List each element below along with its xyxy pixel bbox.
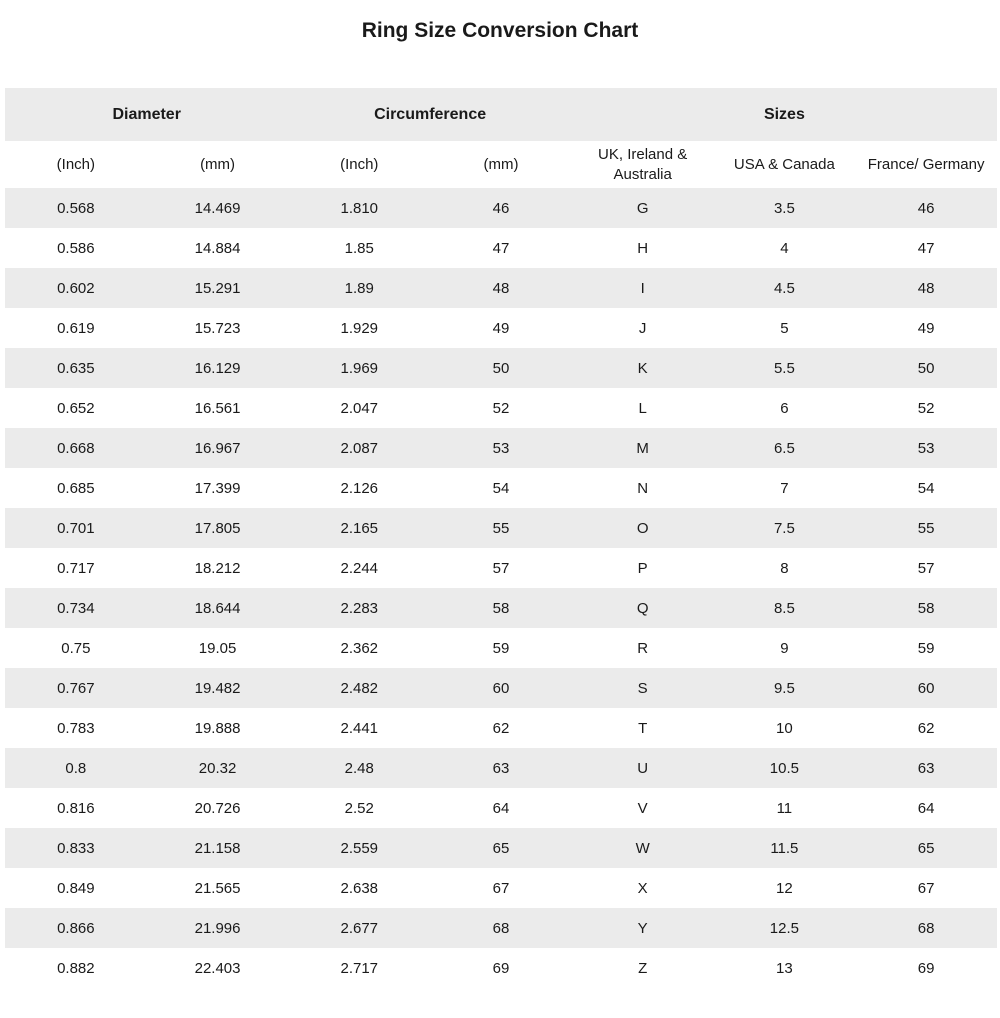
table-row	[5, 668, 997, 708]
table-cell: 13	[776, 959, 793, 977]
column-header-5	[714, 141, 856, 188]
table-cell: 0.8	[65, 759, 87, 777]
table-body	[5, 188, 997, 988]
table-cell: 68	[492, 919, 510, 937]
table-cell: 0.668	[57, 439, 95, 457]
table-cell: 0.882	[57, 959, 95, 977]
table-cell: 20.726	[194, 799, 241, 817]
table-cell: 0.75	[61, 639, 91, 657]
table-cell: 0.685	[57, 479, 95, 497]
table-cell: 55	[917, 519, 935, 537]
table-cell: U	[637, 759, 649, 777]
table-cell: 47	[492, 239, 510, 257]
table-row	[5, 228, 997, 268]
table-cell: S	[637, 679, 648, 697]
table-cell: 0.652	[57, 399, 95, 417]
column-header-2	[288, 141, 430, 188]
table-cell: 48	[492, 279, 510, 297]
table-cell: H	[637, 239, 649, 257]
column-header-6	[855, 141, 997, 188]
table-cell: 3.5	[773, 199, 795, 217]
table-cell: J	[638, 319, 647, 337]
table-row	[5, 828, 997, 868]
table-cell: 0.816	[57, 799, 95, 817]
table-cell: W	[635, 839, 650, 857]
table-row	[5, 788, 997, 828]
table-cell: 2.717	[340, 959, 379, 977]
table-cell: 65	[492, 839, 510, 857]
column-header-label: USA & Canada	[733, 155, 835, 173]
table-cell: O	[636, 519, 649, 537]
table-row	[5, 948, 997, 988]
table-cell: 1.810	[340, 199, 379, 217]
table-cell: 0.701	[57, 519, 95, 537]
table-cell: 21.565	[194, 879, 241, 897]
table-cell: 19.05	[198, 639, 237, 657]
table-row	[5, 548, 997, 588]
table-cell: 19.482	[194, 679, 241, 697]
table-cell: M	[636, 439, 649, 457]
table-row	[5, 388, 997, 428]
table-cell: 21.158	[194, 839, 241, 857]
table-cell: 2.283	[340, 599, 379, 617]
table-cell: 60	[492, 679, 510, 697]
table-row	[5, 428, 997, 468]
table-cell: 57	[492, 559, 510, 577]
table-cell: 1.89	[344, 279, 374, 297]
table-cell: 58	[492, 599, 510, 617]
column-header-label: (Inch)	[56, 155, 96, 173]
table-cell: 60	[917, 679, 935, 697]
column-header-label: UK, Ireland & Australia	[598, 146, 688, 183]
table-cell: 57	[917, 559, 935, 577]
table-cell: 69	[492, 959, 510, 977]
table-cell: N	[637, 479, 649, 497]
table-cell: 2.047	[340, 399, 379, 417]
table-cell: Z	[638, 959, 648, 977]
table-cell: 11.5	[770, 839, 799, 857]
table-cell: 67	[492, 879, 510, 897]
table-cell: 20.32	[198, 759, 237, 777]
table-cell: 0.586	[57, 239, 95, 257]
table-cell: K	[637, 359, 648, 377]
table-cell: 52	[492, 399, 510, 417]
table-cell: 16.561	[194, 399, 241, 417]
table-cell: 18.644	[194, 599, 241, 617]
table-cell: 64	[492, 799, 510, 817]
table-row	[5, 508, 997, 548]
table-cell: 53	[917, 439, 935, 457]
table-cell: 2.638	[340, 879, 379, 897]
column-header-label: (Inch)	[340, 155, 379, 173]
table-cell: 2.087	[340, 439, 379, 457]
group-header-sizes: Sizes	[572, 88, 997, 141]
column-header-3	[430, 141, 572, 188]
table-cell: 0.717	[57, 559, 95, 577]
table-row	[5, 628, 997, 668]
table-cell: 63	[492, 759, 510, 777]
table-cell: 63	[917, 759, 935, 777]
table-cell: 50	[917, 359, 935, 377]
table-cell: 12.5	[769, 919, 799, 937]
ring-size-conversion-table	[5, 88, 997, 988]
table-row	[5, 348, 997, 388]
table-cell: 21.996	[194, 919, 241, 937]
table-cell: 6	[780, 399, 789, 417]
table-cell: 16.129	[194, 359, 241, 377]
table-cell: 53	[492, 439, 510, 457]
table-cell: 49	[492, 319, 510, 337]
column-header-label: (mm)	[200, 155, 236, 173]
table-cell: 2.559	[340, 839, 379, 857]
table-row	[5, 268, 997, 308]
table-cell: 2.244	[340, 559, 379, 577]
table-cell: Q	[636, 599, 649, 617]
page	[0, 18, 1000, 988]
group-header-row	[5, 88, 997, 141]
table-cell: 5	[780, 319, 789, 337]
table-cell: T	[638, 719, 648, 737]
table-cell: 7	[780, 479, 789, 497]
table-cell: 7.5	[773, 519, 795, 537]
table-cell: 65	[917, 839, 935, 857]
table-cell: 1.969	[340, 359, 379, 377]
table-cell: 0.568	[57, 199, 95, 217]
table-cell: 49	[917, 319, 935, 337]
table-cell: 9.5	[773, 679, 795, 697]
table-cell: 6.5	[773, 439, 795, 457]
table-cell: I	[640, 279, 645, 297]
table-cell: 10.5	[769, 759, 799, 777]
table-cell: 18.212	[194, 559, 241, 577]
table-cell: 11	[776, 799, 793, 817]
table-cell: 19.888	[194, 719, 241, 737]
group-header-diameter: Diameter	[5, 88, 288, 141]
table-cell: 59	[492, 639, 510, 657]
table-cell: 58	[917, 599, 935, 617]
table-row	[5, 708, 997, 748]
table-cell: 48	[917, 279, 935, 297]
table-cell: 15.291	[194, 279, 241, 297]
table-cell: 17.805	[194, 519, 241, 537]
table-cell: 0.602	[57, 279, 95, 297]
table-cell: 52	[917, 399, 935, 417]
table-cell: 62	[917, 719, 935, 737]
table-cell: 2.677	[340, 919, 379, 937]
column-header-0	[5, 141, 147, 188]
table-row	[5, 308, 997, 348]
table-cell: 67	[917, 879, 935, 897]
table-row	[5, 188, 997, 228]
table-cell: 5.5	[773, 359, 795, 377]
table-cell: P	[637, 559, 648, 577]
table-cell: 10	[776, 719, 793, 737]
table-cell: 2.165	[340, 519, 379, 537]
table-cell: 0.849	[57, 879, 95, 897]
table-cell: 14.884	[194, 239, 241, 257]
table-cell: G	[636, 199, 649, 217]
table-cell: 0.635	[57, 359, 95, 377]
table-cell: X	[637, 879, 648, 897]
table-cell: 2.362	[340, 639, 379, 657]
table-cell: 59	[917, 639, 935, 657]
table-cell: 14.469	[194, 199, 241, 217]
table-cell: 0.833	[57, 839, 95, 857]
table-row	[5, 868, 997, 908]
table-cell: 0.767	[57, 679, 95, 697]
table-cell: 22.403	[194, 959, 241, 977]
table-cell: 46	[917, 199, 935, 217]
table-cell: L	[638, 399, 647, 417]
table-cell: 0.783	[57, 719, 95, 737]
table-cell: Y	[637, 919, 648, 937]
table-cell: 9	[780, 639, 789, 657]
table-cell: 0.734	[57, 599, 95, 617]
table-cell: 4.5	[773, 279, 795, 297]
group-header-circumference: Circumference	[288, 88, 571, 141]
table-cell: 50	[492, 359, 510, 377]
table-cell: 17.399	[194, 479, 241, 497]
table-cell: 54	[917, 479, 935, 497]
table-cell: 0.619	[57, 319, 95, 337]
table-cell: 55	[492, 519, 510, 537]
table-cell: 47	[917, 239, 935, 257]
table-row	[5, 908, 997, 948]
table-cell: V	[637, 799, 648, 817]
table-cell: 4	[780, 239, 789, 257]
table-cell: 16.967	[194, 439, 241, 457]
table-cell: 8.5	[773, 599, 795, 617]
table-cell: 2.48	[344, 759, 374, 777]
table-cell: 69	[917, 959, 935, 977]
table-cell: 15.723	[194, 319, 241, 337]
table-cell: 62	[492, 719, 510, 737]
table-cell: 54	[492, 479, 510, 497]
table-cell: 1.85	[344, 239, 374, 257]
table-cell: 2.441	[340, 719, 379, 737]
table-cell: 68	[917, 919, 935, 937]
column-header-label: (mm)	[483, 155, 519, 173]
page-title: Ring Size Conversion Chart	[361, 19, 639, 42]
column-header-1	[147, 141, 289, 188]
table-cell: 8	[780, 559, 789, 577]
column-header-4	[572, 141, 714, 188]
table-cell: 1.929	[340, 319, 379, 337]
table-cell: 2.52	[344, 799, 374, 817]
column-header-label: France/ Germany	[867, 155, 985, 173]
table-row	[5, 468, 997, 508]
table-head	[5, 88, 997, 188]
table-cell: 0.866	[57, 919, 95, 937]
table-cell: 46	[492, 199, 510, 217]
table-row	[5, 588, 997, 628]
table-cell: 64	[917, 799, 935, 817]
table-cell: 2.126	[340, 479, 379, 497]
column-header-row	[5, 141, 997, 188]
table-cell: 12	[776, 879, 793, 897]
table-row	[5, 748, 997, 788]
table-cell: R	[637, 639, 649, 657]
table-cell: 2.482	[340, 679, 379, 697]
